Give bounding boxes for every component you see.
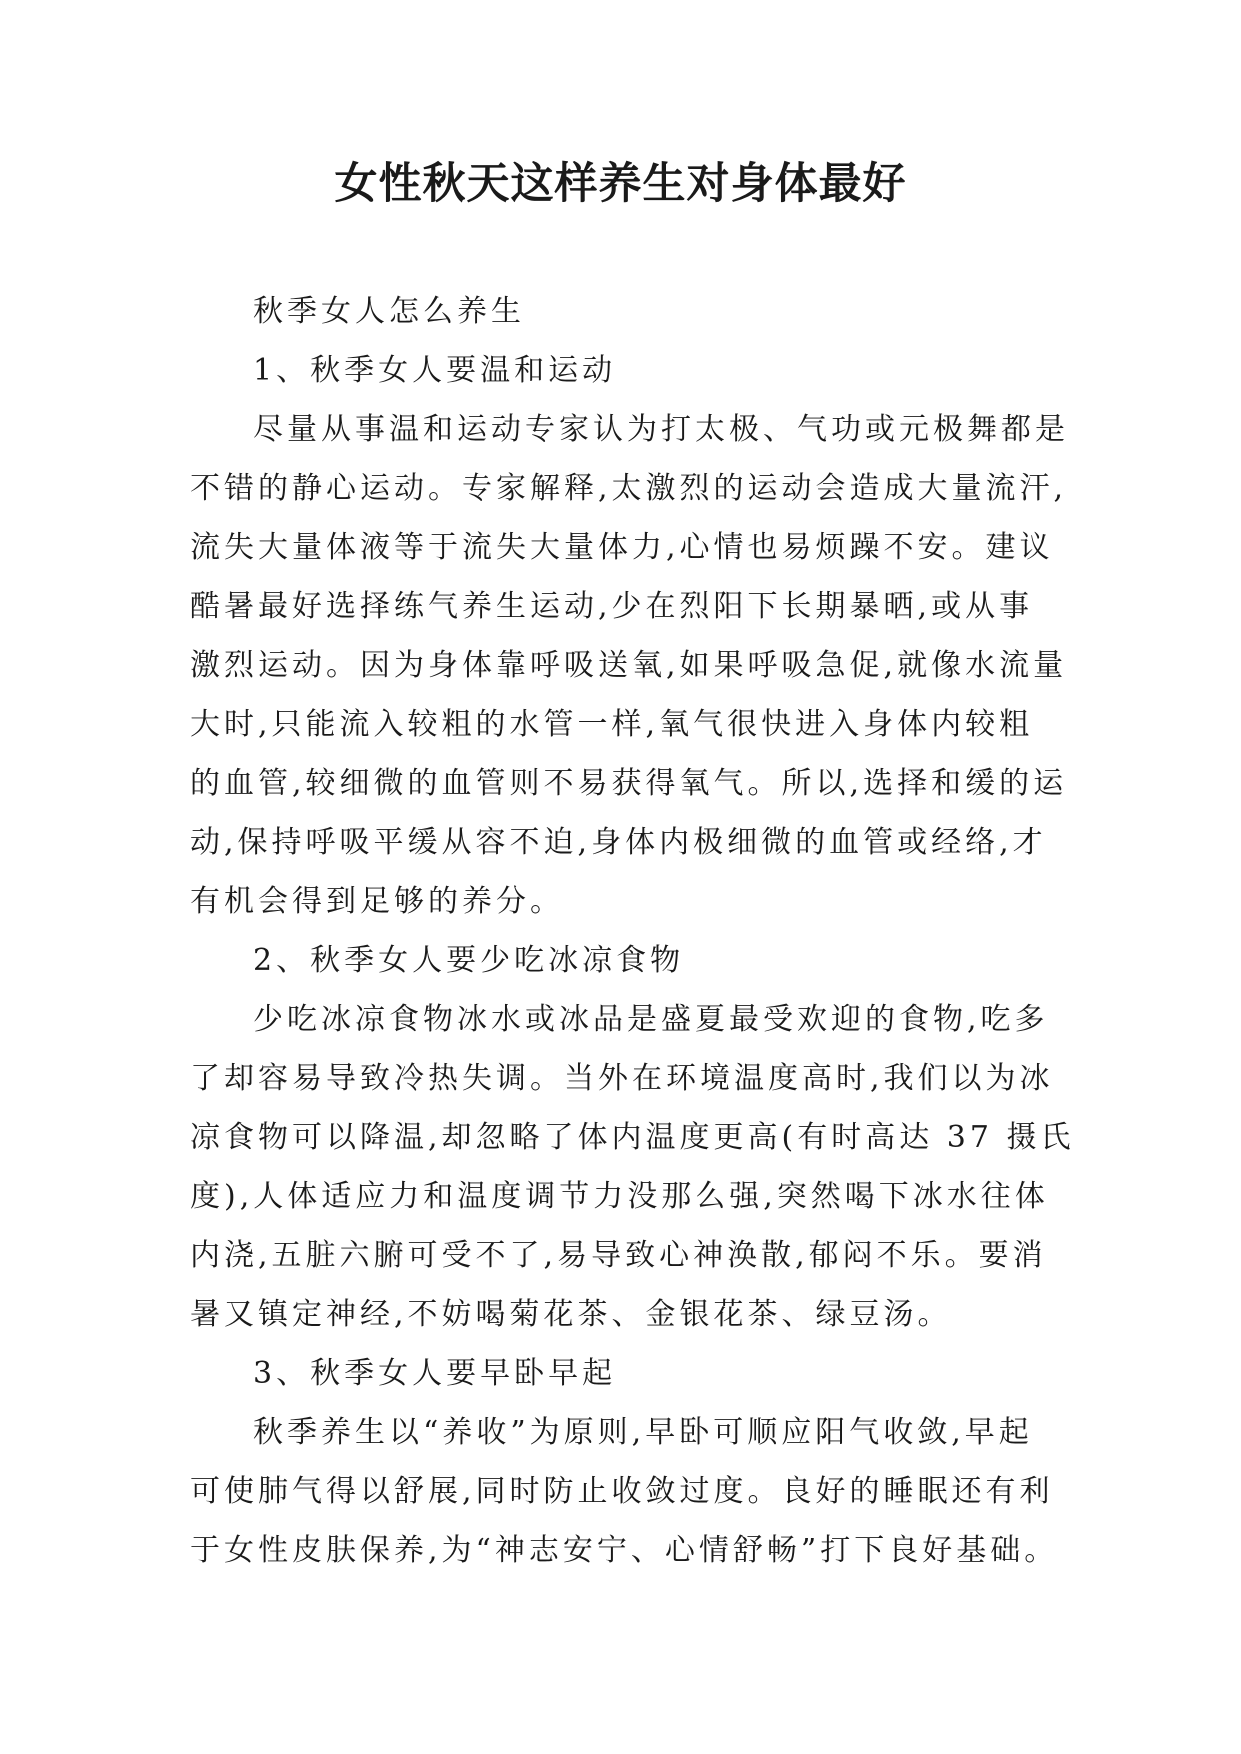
- body-line: 酷暑最好选择练气养生运动,少在烈阳下长期暴晒,或从事: [190, 589, 1034, 624]
- body-line: 秋季养生以“养收”为原则,早卧可顺应阳气收敛,早起: [253, 1415, 1033, 1450]
- body-line: 尽量从事温和运动专家认为打太极、气功或元极舞都是: [253, 412, 1069, 447]
- body-line: 流失大量体液等于流失大量体力,心情也易烦躁不安。建议: [190, 530, 1054, 565]
- body-line: 内浇,五脏六腑可受不了,易导致心神涣散,郁闷不乐。要消: [190, 1238, 1047, 1273]
- body-line: 暑又镇定神经,不妨喝菊花茶、金银花茶、绿豆汤。: [190, 1297, 952, 1332]
- body-line: 少吃冰凉食物冰水或冰品是盛夏最受欢迎的食物,吃多: [253, 1002, 1049, 1037]
- document-title: 女性秋天这样养生对身体最好: [334, 159, 907, 209]
- body-line: 秋季女人怎么养生: [253, 294, 525, 329]
- document-body: [190, 282, 1075, 1580]
- body-line: 凉食物可以降温,却忽略了体内温度更高(有时高达 37 摄氏: [190, 1120, 1075, 1155]
- body-line: 的血管,较细微的血管则不易获得氧气。所以,选择和缓的运: [190, 766, 1068, 801]
- body-line: 激烈运动。因为身体靠呼吸送氧,如果呼吸急促,就像水流量: [190, 648, 1068, 683]
- body-line: 有机会得到足够的养分。: [190, 884, 564, 919]
- section-heading: 1、秋季女人要温和运动: [253, 353, 617, 388]
- body-line: 大时,只能流入较粗的水管一样,氧气很快进入身体内较粗: [190, 707, 1034, 742]
- body-line: 度),人体适应力和温度调节力没那么强,突然喝下冰水往体: [190, 1179, 1049, 1214]
- body-line: 了却容易导致冷热失调。当外在环境温度高时,我们以为冰: [190, 1061, 1054, 1096]
- body-line: 不错的静心运动。专家解释,太激烈的运动会造成大量流汗,: [190, 471, 1068, 506]
- section-heading: 2、秋季女人要少吃冰凉食物: [253, 943, 685, 978]
- body-line: 可使肺气得以舒展,同时防止收敛过度。良好的睡眠还有利: [190, 1474, 1054, 1509]
- body-line: 于女性皮肤保养,为“神志安宁、心情舒畅”打下良好基础。: [190, 1533, 1059, 1568]
- section-heading: 3、秋季女人要早卧早起: [253, 1356, 617, 1391]
- body-line: 动,保持呼吸平缓从容不迫,身体内极细微的血管或经络,才: [190, 825, 1047, 860]
